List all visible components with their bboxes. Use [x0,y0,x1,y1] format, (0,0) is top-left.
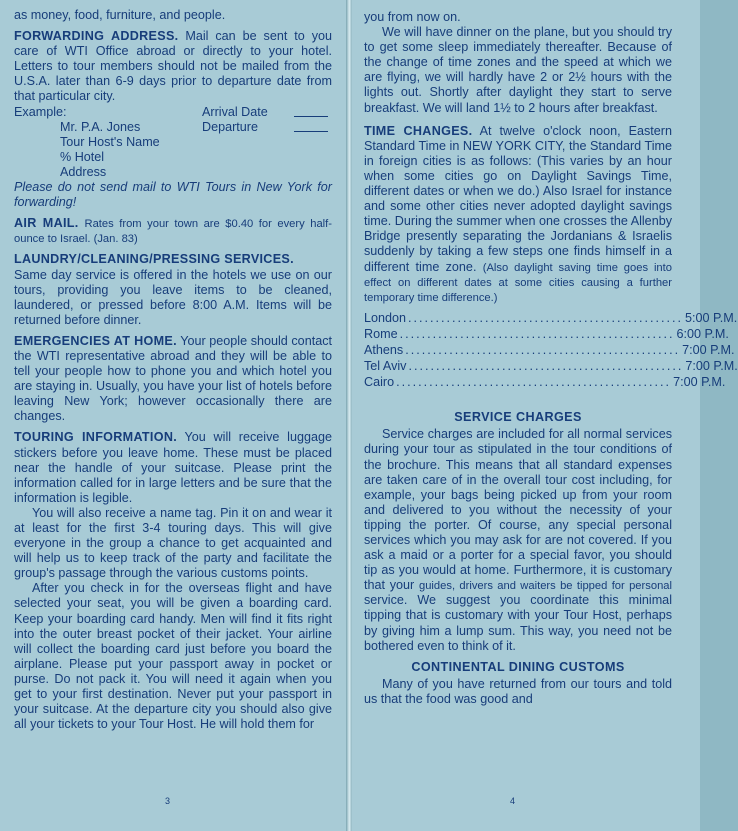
city-time: 7:00 P.M. [673,375,726,390]
page-number: 4 [510,795,516,806]
dining-section [364,660,672,707]
arrival-label: Arrival Date [202,104,268,119]
city-name: London [364,310,407,325]
time-table [364,310,738,390]
city-name: Tel Aviv [364,359,407,374]
laundry-heading: LAUNDRY/CLEANING/PRESSING SERVICES. [14,252,294,267]
right-top-line: you from now on. [364,10,461,24]
service-charges-section [364,410,672,654]
left-top-line: as money, food, furniture, and people. [14,8,226,22]
address-line: Mr. P.A. Jones [60,119,141,134]
city-time: 7:00 P.M. [682,342,735,357]
touring-para-3: After you check in for the overseas flight and have selected your seat, you will be given a boarding card. Keep your boarding card handy. Men will find it fits right into the outer breast pocket of their jacket. Your airline will collect the boarding card just before you board the airplane. Please put your passport away in pocket or purse. Do not pack it. You will need it again when you get to your first destination. Never put your passport in your suitcase. At the departure city you should also give all your tickets to your Tour Host. He will hold them for [14,581,332,732]
arrival-blank [294,102,328,117]
city-time: 7:00 P.M. [685,359,738,374]
forwarding-note: Please do not send mail to WTI Tours in New York for forwarding! [14,180,332,210]
service-charges-small-text: guides, drivers and waiters be tipped for personal [418,580,672,593]
city-name: Cairo [364,375,395,390]
time-changes-section [364,123,738,391]
time-changes-body: At twelve o'clock noon, Eastern Standard Time in NEW YORK CITY, the Standard Time in foreign cities is as follows: (This varies by an hour when some cities go on Daylight Savings Time, different dates or when we do.) Also Israel for instance and some other cities never adopted daylight savings time. During the summer when one crosses the Allenby Bridge presently separating the Jordanians & Israelis suddenly by taking a few steps one finds himself in a different time zone. [364,123,672,274]
service-charges-end-text: service. We suggest you coordinate this minimal tipping that is customary with your Tour Host, perhaps by giving him a lump sum. This way, you need not be bothered even to think of it. [364,593,672,653]
time-row [364,326,729,342]
leader-dots: .................................................. [408,359,684,374]
time-row [364,310,738,326]
city-name: Rome [364,326,398,341]
leader-dots: .................................................. [405,342,681,357]
departure-blank [294,117,328,132]
touring-heading: TOURING INFORMATION. [14,430,178,445]
forwarding-address-section [14,29,332,210]
dinner-paragraph: We will have dinner on the plane, but you should try to get some sleep immediately thereafter. Because of the change of time zones and the speed at which we are flying, we will hardly have 2 or 2½ hours with the lights out. Shortly after daylight they start to serve breakfast. We will land 1½ to 2 hours after breakfast. [364,25,672,115]
touring-section [14,430,332,732]
touring-body: You will receive luggage stickers before you leave home. These must be placed near the handle of your suitcase. Please print the information called for in large letters and be sure that the information is legible. [14,430,332,505]
address-row [14,120,332,135]
time-row [364,342,735,358]
city-time: 5:00 P.M. [684,310,738,325]
air-mail-section [14,216,332,246]
leader-dots: .................................................. [396,375,672,390]
airmail-heading: AIR MAIL. [14,216,79,231]
dining-heading: CONTINENTAL DINING CUSTOMS [411,659,625,674]
address-line: Address [60,164,107,179]
emergencies-heading: EMERGENCIES AT HOME. [14,333,177,348]
airmail-body: Rates from your town are $0.40 for every half-ounce to Israel. (Jan. 83) [14,218,333,246]
service-charges-text: Service charges are included for all normal services during your tour as stipulated in the tour conditions of the brochure. This means that all standard expenses are taken care of in the overall tour cost including, for example, your bags being picked up from your room and delivered to you without the necessity of your tipping the porter. Of course, any special personal services which you may ask for are not covered. If you ask a maid or a porter for a special favor, you should tip as you would at home. Furthermore, it is customary that your [364,427,672,593]
service-charges-body [364,427,672,653]
emergencies-section [14,334,332,425]
page-number: 3 [165,795,171,806]
time-changes-note: (Also daylight saving time goes into effect on different dates at some cities causing a further temporary time difference.) [364,261,672,304]
example-row [14,105,332,120]
departure-label: Departure [202,119,259,134]
leader-dots: .................................................. [408,310,683,325]
time-changes-heading: TIME CHANGES. [364,123,473,138]
city-time: 6:00 P.M. [676,326,729,341]
time-row [364,375,726,390]
laundry-body: Same day service is offered in the hotels we use on our tours, providing you leave items to be cleaned, laundered, or pressed before 8:00 A.M. Items will be returned before dinner. [14,267,332,327]
dining-body: Many of you have returned from our tours and told us that the food was good and [364,676,672,706]
touring-para-2: You will also receive a name tag. Pin it on and wear it at least for the first 3-4 touring days. This will give everyone in the group a chance to get acquainted and will help us to keep track of the party and facilitate the group's passage through the various customs points. [14,505,332,581]
forwarding-body: Mail can be sent to you care of WTI Office abroad or directly to your hotel. Letters to tour members should not be mailed from the U.S.A. later than 6-9 days prior to departure date from that particular city. [14,29,332,104]
emergencies-body: Your people should contact the WTI representative abroad and they will be able to tell your people how to phone you and which hotel you are staying in. Usually, you have your list of hotels before leaving New York; however occasionally there are changes. [14,333,332,424]
left-page [0,0,346,831]
laundry-section [14,252,332,327]
address-line: % Hotel [60,149,105,164]
service-charges-heading: SERVICE CHARGES [454,410,582,425]
time-row [364,359,738,374]
example-label: Example: [14,104,67,119]
forwarding-heading: FORWARDING ADDRESS. [14,29,179,44]
leader-dots: .................................................. [399,326,675,341]
address-line: Tour Host's Name [60,134,160,149]
city-name: Athens [364,342,404,357]
right-page [352,0,738,831]
